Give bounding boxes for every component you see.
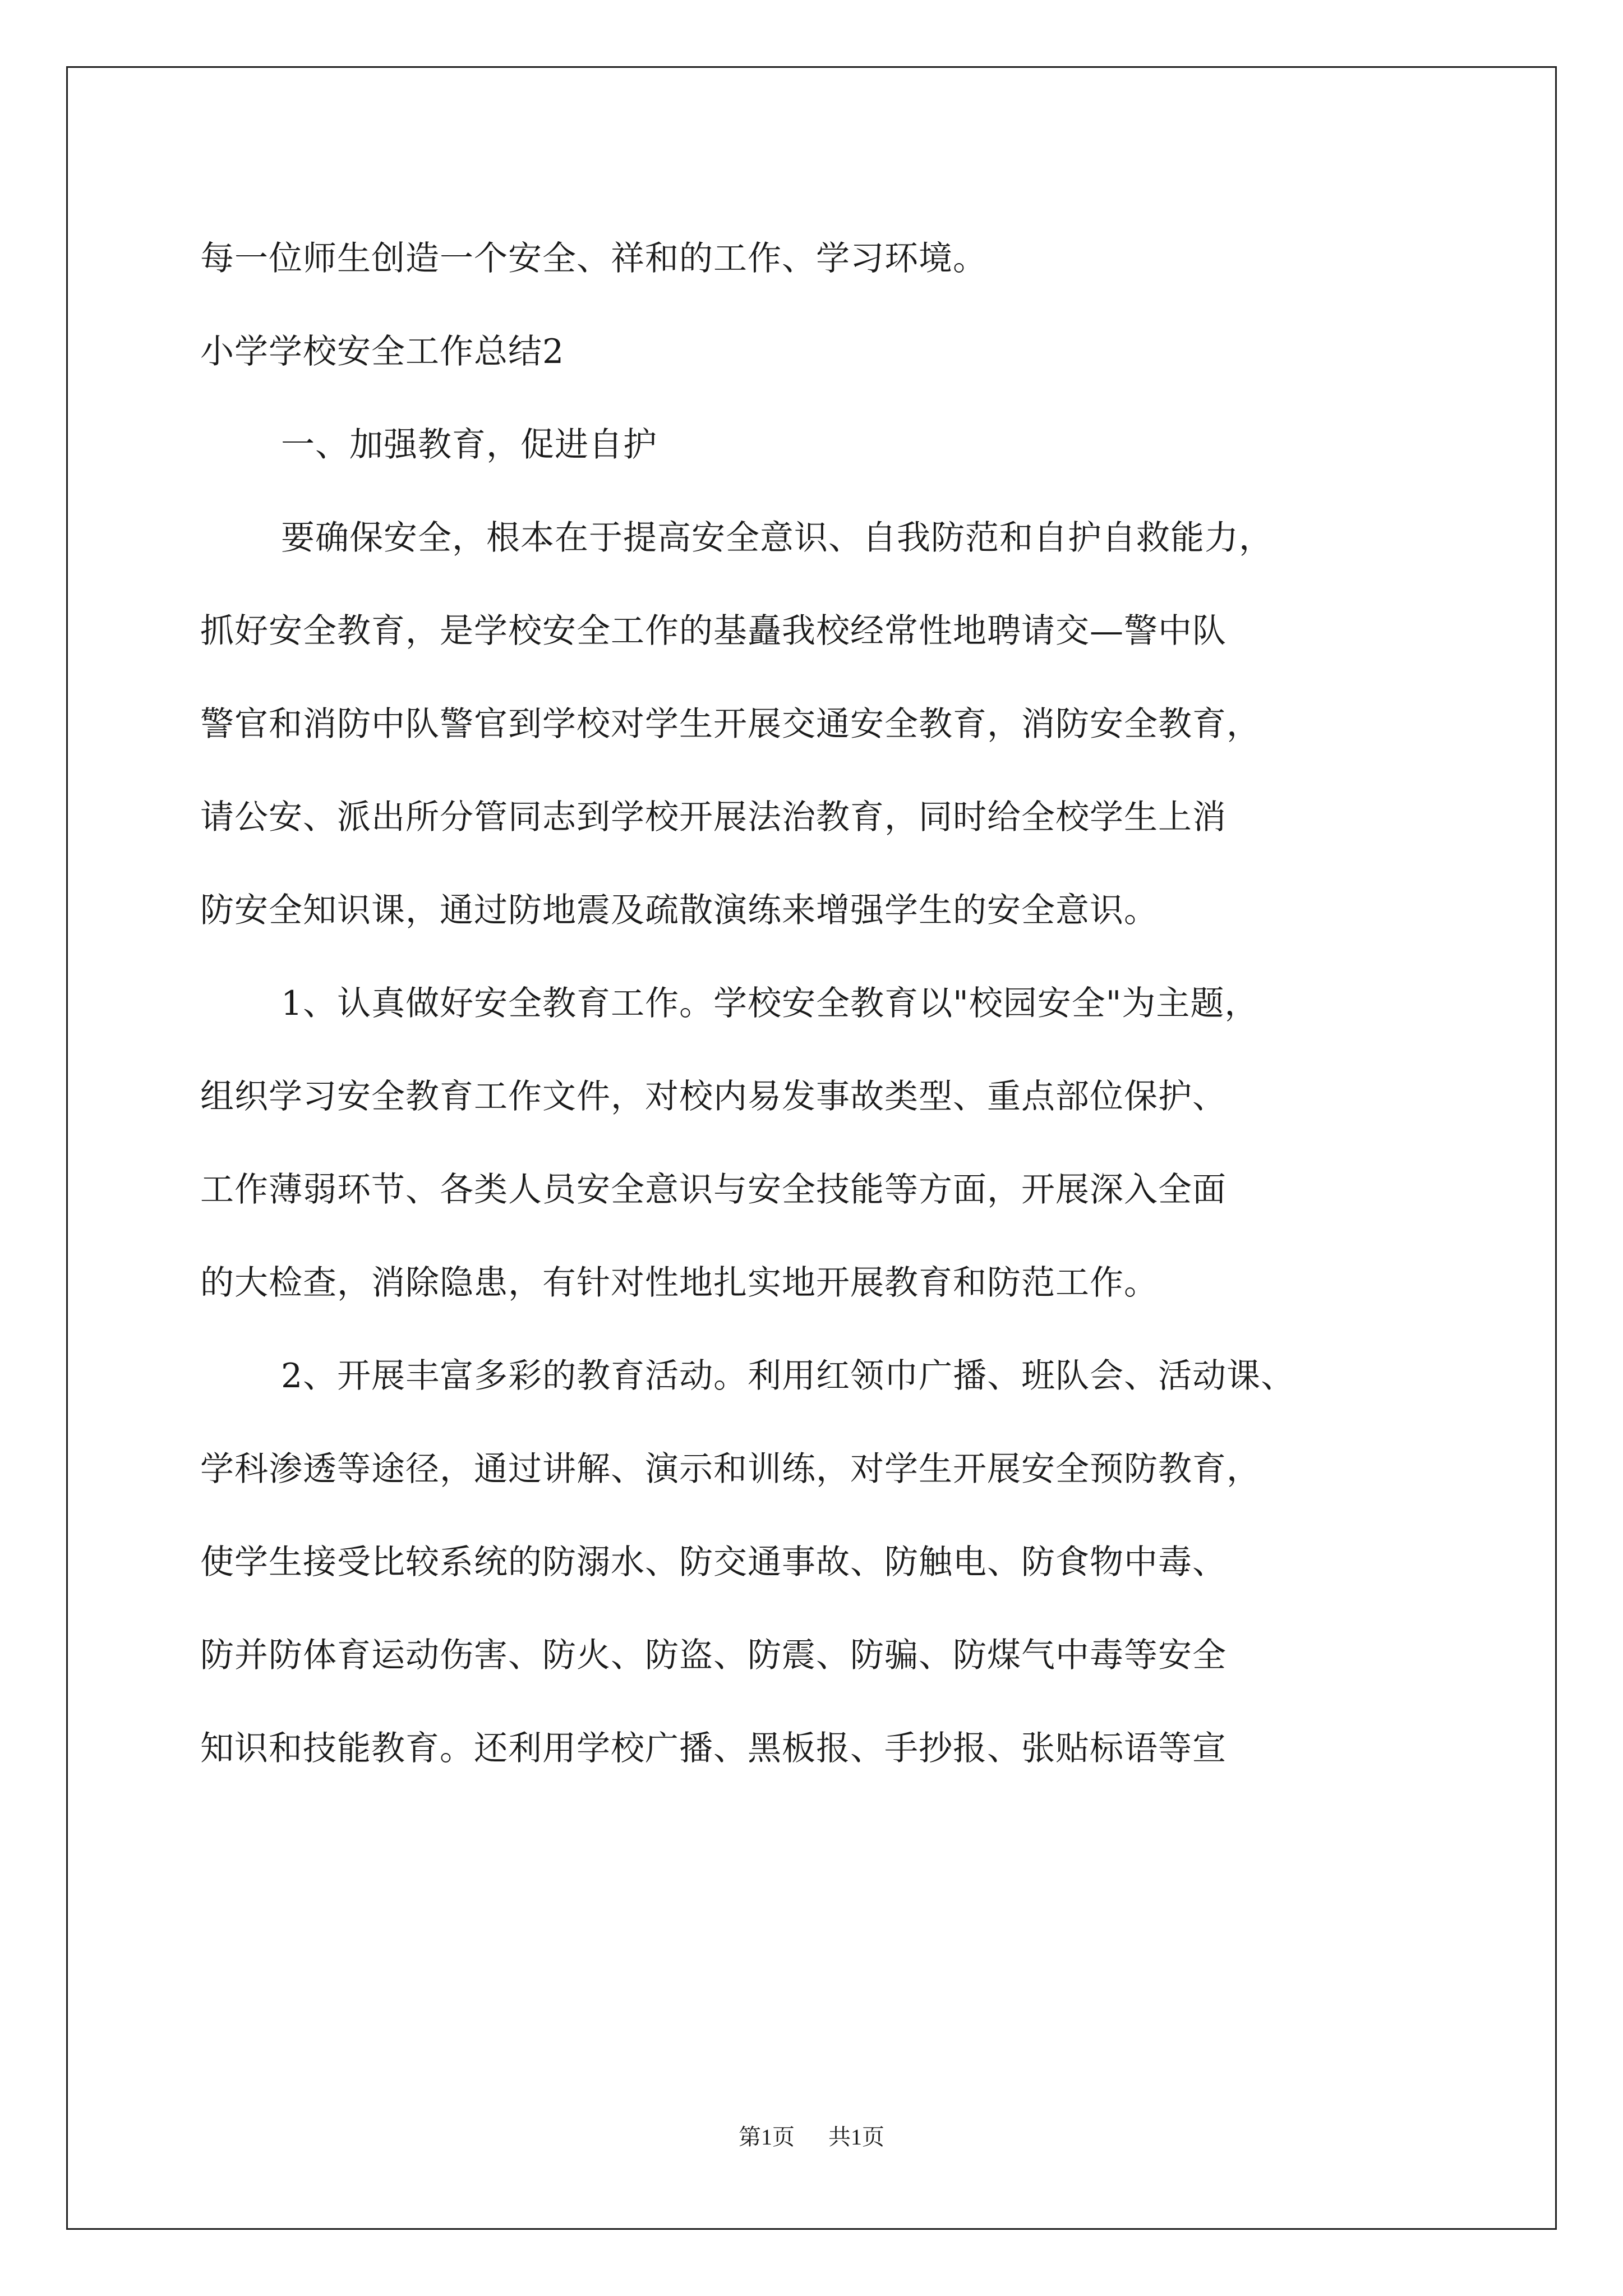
text-line: 1、认真做好安全教育工作。学校安全教育以"校园安全"为主题，	[281, 984, 1259, 1023]
section-heading: 一、加强教育，促进自护	[281, 425, 657, 464]
text-line: 2、开展丰富多彩的教育活动。利用红领巾广播、班队会、活动课、	[281, 1356, 1295, 1396]
text-line: 要确保安全，根本在于提高安全意识、自我防范和自护自救能力，	[281, 518, 1273, 558]
text-line: 防安全知识课，通过防地震及疏散演练来增强学生的安全意识。	[200, 891, 1158, 930]
page-number: 第1页	[739, 2124, 795, 2150]
text-line: 工作薄弱环节、各类人员安全意识与安全技能等方面，开展深入全面	[200, 1170, 1227, 1209]
page-footer	[0, 2120, 1623, 2154]
document-body	[200, 212, 1423, 1795]
text-line: 组织学习安全教育工作文件，对校内易发事故类型、重点部位保护、	[200, 1077, 1227, 1116]
text-line: 警官和消防中队警官到学校对学生开展交通安全教育，消防安全教育，	[200, 705, 1261, 744]
page-total: 共1页	[828, 2124, 884, 2150]
text-line: 防并防体育运动伤害、防火、防盗、防震、防骗、防煤气中毒等安全	[200, 1636, 1227, 1675]
text-line: 使学生接受比较系统的防溺水、防交通事故、防触电、防食物中毒、	[200, 1543, 1227, 1582]
text-line: 每一位师生创造一个安全、祥和的工作、学习环境。	[200, 239, 987, 278]
text-line: 知识和技能教育。还利用学校广播、黑板报、手抄报、张贴标语等宣	[200, 1729, 1227, 1768]
text-line: 的大检查，消除隐患，有针对性地扎实地开展教育和防范工作。	[200, 1263, 1158, 1303]
text-line: 学科渗透等途径，通过讲解、演示和训练，对学生开展安全预防教育，	[200, 1450, 1261, 1489]
section-title: 小学学校安全工作总结2	[200, 332, 565, 371]
text-line: 请公安、派出所分管同志到学校开展法治教育，同时给全校学生上消	[200, 798, 1227, 837]
text-line: 抓好安全教育，是学校安全工作的基矗我校经常性地聘请交—警中队	[200, 611, 1227, 651]
